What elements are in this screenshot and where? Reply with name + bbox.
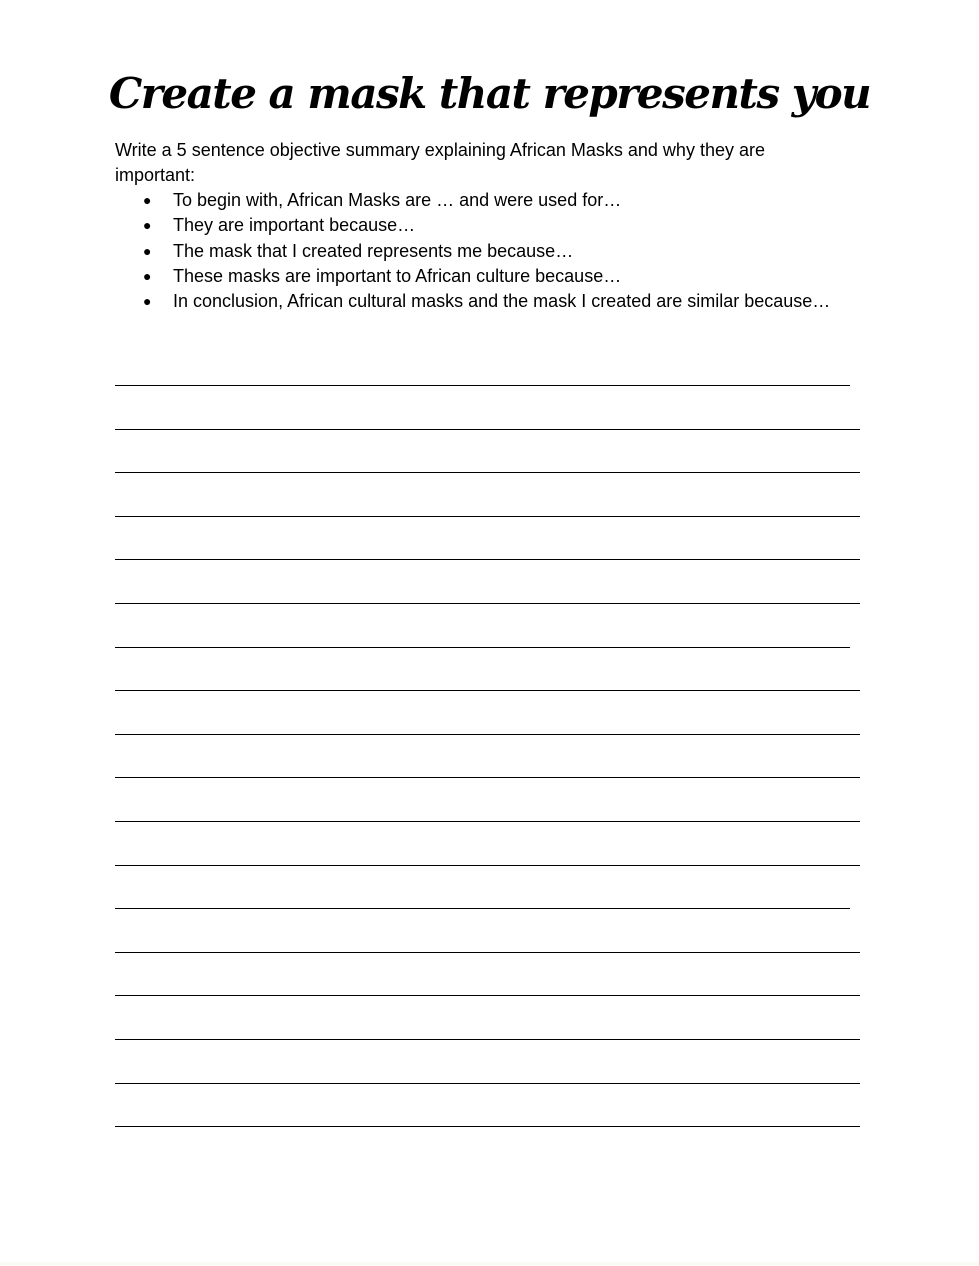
writing-line[interactable] xyxy=(115,647,850,648)
writing-line[interactable] xyxy=(115,559,860,560)
list-item xyxy=(115,188,835,213)
list-item xyxy=(115,289,835,314)
bullet-icon: ● xyxy=(143,242,152,259)
instructions-text: Write a 5 sentence objective summary explaining African Masks and why they are important: xyxy=(115,140,765,185)
writing-line[interactable] xyxy=(115,472,860,473)
writing-line[interactable] xyxy=(115,908,850,909)
writing-line[interactable] xyxy=(115,690,860,691)
bullet-icon: ● xyxy=(143,217,152,234)
page-bottom-edge xyxy=(0,1262,979,1266)
writing-line[interactable] xyxy=(115,865,860,866)
writing-line[interactable] xyxy=(115,1039,860,1040)
prompt-text: To begin with, African Masks are … and were used for… xyxy=(173,190,622,210)
writing-line[interactable] xyxy=(115,429,860,430)
prompt-text: In conclusion, African cultural masks and the mask I created are similar because… xyxy=(173,291,831,312)
list-item xyxy=(115,264,835,289)
writing-line[interactable] xyxy=(115,516,860,517)
writing-line[interactable] xyxy=(115,385,850,386)
writing-line[interactable] xyxy=(115,1083,860,1084)
page-title: Create a mask that represents you xyxy=(108,69,871,118)
writing-line[interactable] xyxy=(115,603,860,604)
prompt-list xyxy=(115,188,835,314)
writing-line[interactable] xyxy=(115,734,860,735)
prompt-text: They are important because… xyxy=(173,215,416,236)
writing-line[interactable] xyxy=(115,1126,860,1127)
writing-line[interactable] xyxy=(115,952,860,953)
prompt-text: These masks are important to African culture because… xyxy=(173,265,622,286)
writing-line[interactable] xyxy=(115,821,860,822)
bullet-icon: ● xyxy=(143,192,152,208)
list-item xyxy=(115,213,835,238)
bullet-icon: ● xyxy=(143,293,152,310)
list-item xyxy=(115,239,835,264)
bullet-icon: ● xyxy=(143,267,152,284)
writing-line[interactable] xyxy=(115,777,860,778)
writing-line[interactable] xyxy=(115,995,860,996)
prompt-text: The mask that I created represents me because… xyxy=(173,240,574,261)
